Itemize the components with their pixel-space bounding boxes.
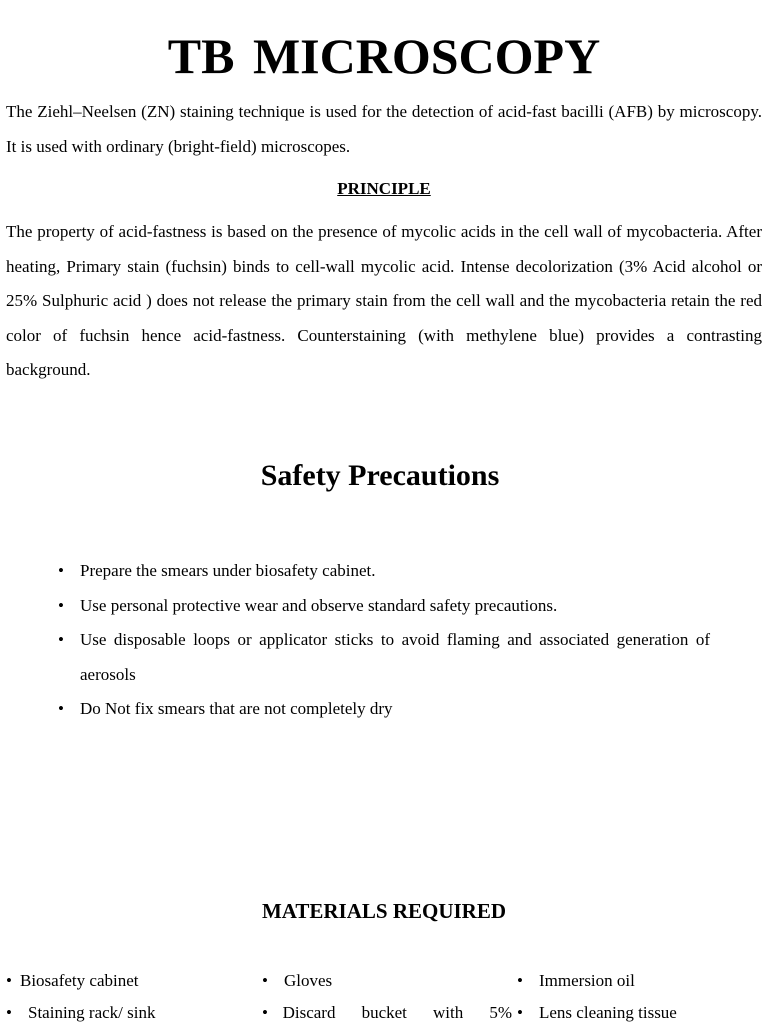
safety-item-text: Prepare the smears under biosafety cabinet. xyxy=(80,561,376,580)
intro-paragraph: The Ziehl–Neelsen (ZN) staining technique is used for the detection of acid-fast bacilli (AFB) by microscopy. It is used with ordinary (bright-field) microscopes. xyxy=(6,102,762,156)
bullet-icon: • xyxy=(517,1003,523,1022)
safety-item xyxy=(56,554,710,589)
material-item-text: Immersion oil xyxy=(539,971,635,990)
material-item xyxy=(262,965,512,997)
page-title: TB MICROSCOPY xyxy=(167,28,601,84)
bullet-icon: • xyxy=(6,971,12,990)
materials-column-3 xyxy=(517,965,762,1029)
material-item-text: Gloves xyxy=(284,971,333,990)
material-item xyxy=(262,997,512,1029)
bullet-icon: • xyxy=(6,1003,12,1022)
material-item xyxy=(6,997,246,1029)
bullet-icon: • xyxy=(517,971,523,990)
safety-list xyxy=(56,554,710,727)
bullet-icon: • xyxy=(262,971,268,990)
material-item-text: Discard bucket with 5% xyxy=(282,1003,512,1022)
materials-column-2 xyxy=(262,965,512,1029)
principle-paragraph: The property of acid-fastness is based on the presence of mycolic acids in the cell wall of mycobacteria. After heating, Primary stain (fuchsin) binds to cell-wall mycolic acid. Intense decolorization (3% Acid alcohol or 25% Sulphuric acid ) does not release the primary stain from the cell wall and the mycobacteria retain the red color of fuchsin hence acid-fastness. Counterstaining (with methylene blue) provides a contrasting background. xyxy=(6,222,762,379)
material-item-text: Lens cleaning tissue xyxy=(539,1003,677,1022)
bullet-icon: • xyxy=(58,561,64,580)
safety-item xyxy=(56,692,710,727)
material-item xyxy=(517,997,762,1029)
material-item xyxy=(6,965,246,997)
material-item-text: Staining rack/ sink xyxy=(28,1003,156,1022)
safety-item xyxy=(56,623,710,692)
bullet-icon: • xyxy=(262,1003,268,1022)
bullet-icon: • xyxy=(58,630,64,649)
safety-item xyxy=(56,589,710,624)
safety-item-text: Use personal protective wear and observe standard safety precautions. xyxy=(80,595,558,615)
principle-heading: PRINCIPLE xyxy=(337,179,431,198)
materials-heading: MATERIALS REQUIRED xyxy=(261,899,507,923)
safety-item-text: Use disposable loops or applicator sticks to avoid flaming and associated generation of aerosols xyxy=(80,630,710,684)
material-item-text: Biosafety cabinet xyxy=(20,971,139,990)
bullet-icon: • xyxy=(58,699,64,718)
materials-column-1 xyxy=(6,965,246,1029)
bullet-icon: • xyxy=(58,595,64,615)
material-item xyxy=(517,965,762,997)
safety-item-text: Do Not fix smears that are not completely dry xyxy=(80,699,393,718)
safety-heading: Safety Precautions xyxy=(260,459,500,492)
